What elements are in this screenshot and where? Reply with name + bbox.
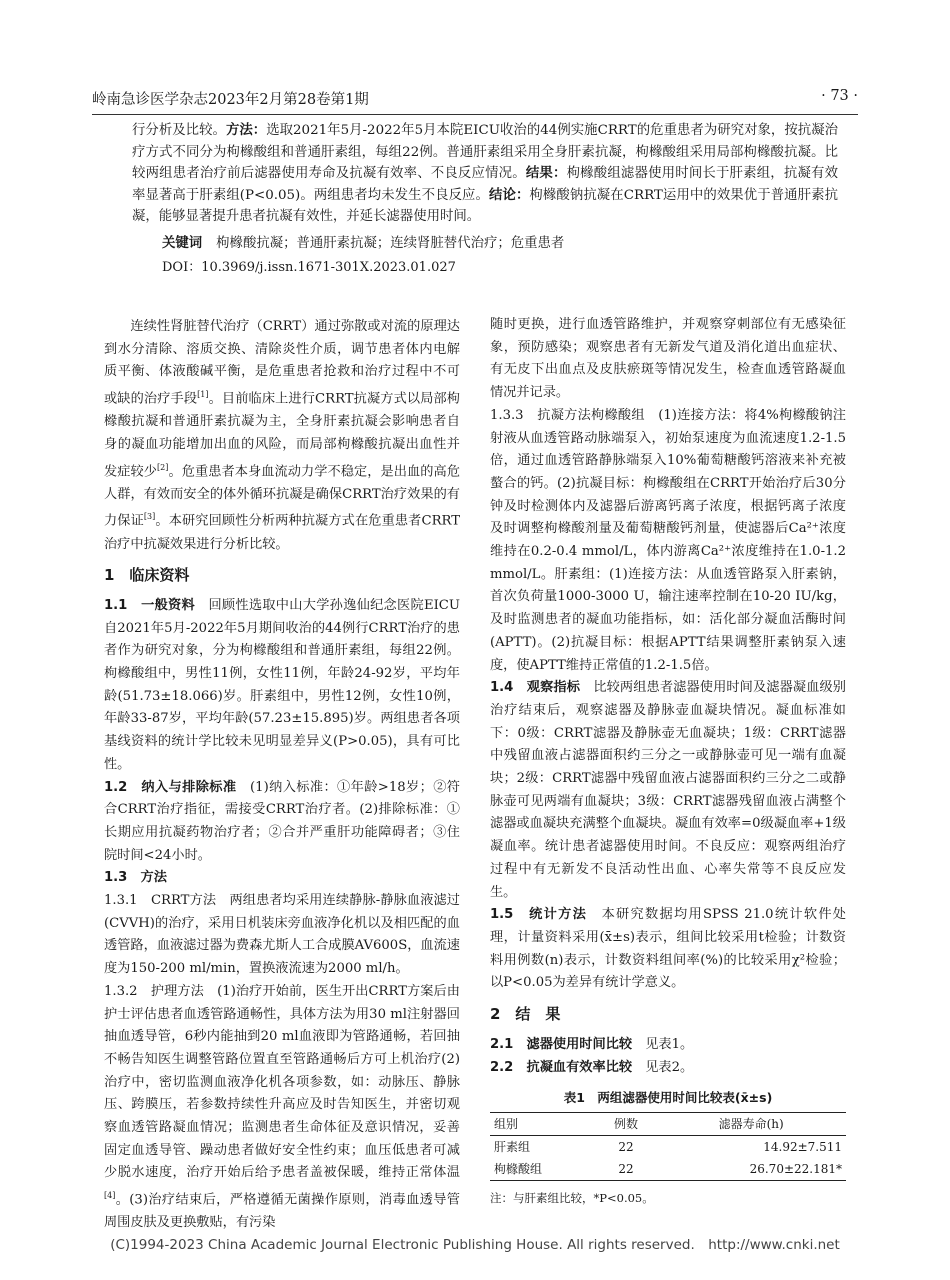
cell-count: 22 xyxy=(596,1158,656,1181)
section-1-1-label: 1.1 一般资料 xyxy=(104,597,195,613)
section-1-2-text: (1)纳入标准：①年龄>18岁；②符合CRRT治疗指征，需接受CRRT治疗者。(2)排除标准：①长期应用抗凝药物治疗者；②合并严重肝功能障碍者；③住院时间<24小时。 xyxy=(104,779,460,863)
col-header-count: 例数 xyxy=(596,1112,656,1135)
section-2-1 xyxy=(490,1034,846,1057)
intro-text-4: 。本研究回顾性分析两种抗凝方式在危重患者CRRT治疗中抗凝效果进行分析比较。 xyxy=(104,513,461,552)
journal-title: 岭南急诊医学杂志2023年2月第28卷第1期 xyxy=(92,92,369,108)
section-2-1-text: 见表1。 xyxy=(632,1036,694,1052)
intro-text-3: 。危重患者本身血流动力学不稳定，是出血的高危人群，有效而安全的体外循环抗凝是确保CRRT治疗效果的有力保证 xyxy=(104,464,461,529)
section-1-2 xyxy=(104,777,460,868)
section-2-heading: 2 结 果 xyxy=(490,1005,561,1024)
cell-group: 肝素组 xyxy=(494,1139,531,1154)
ref-3: [3] xyxy=(143,512,156,522)
keywords-text: 枸橼酸抗凝；普通肝素抗凝；连续肾脏替代治疗；危重患者 xyxy=(216,236,565,251)
section-1-3-2 xyxy=(104,981,460,1235)
section-2-1-label: 2.1 滤器使用时间比较 xyxy=(490,1036,633,1052)
results-text: 枸橼酸组滤器使用时间长于肝素组，抗凝有效率显著高于肝素组(P<0.05)。两组患者均未发生不良反应。 xyxy=(132,166,839,203)
col-header-group: 组别 xyxy=(490,1112,596,1135)
section-1-5 xyxy=(490,904,846,995)
section-2-2-text: 见表2。 xyxy=(632,1059,694,1075)
conclusion-label: 结论： xyxy=(489,187,530,203)
cell-group: 枸橼酸组 xyxy=(490,1158,596,1181)
table-row xyxy=(490,1158,846,1181)
abstract xyxy=(132,120,838,228)
section-1-1 xyxy=(104,595,460,777)
section-1-2-label: 1.2 纳入与排除标准 xyxy=(104,779,237,795)
section-2-2-label: 2.2 抗凝血有效率比较 xyxy=(490,1059,633,1075)
table-row xyxy=(490,1135,846,1158)
section-1-1-text: 回顾性选取中山大学孙逸仙纪念医院EICU自2021年5月-2022年5月期间收治的44例行CRRT治疗的患者作为研究对象，分为枸橼酸组和普通肝素组，每组22例。枸橼酸组中，男性11例，女性11例，年龄24-92岁，平均年龄(51.73±18.066)岁。肝素组中，男性12例，女性10例，年龄33-87岁，平均年龄(57.23±15.895)岁。两组患者各项基线资料的统计学比较未见明显差异义(P>0.05)，具有可比性。 xyxy=(104,597,460,772)
ref-4: [4] xyxy=(104,1191,116,1201)
table-header-row xyxy=(490,1112,846,1135)
section-1-3-2-text: 1.3.2 护理方法 (1)治疗开始前，医生开出CRRT方案后由护士评估患者血透管路通畅性，具体方法为用30 ml注射器回抽血透导管，6秒内能抽到20 ml血液即为管路通畅，若回抽不畅告知医生调整管路位置直至管路通畅后方可上机治疗(2)治疗中，密切监测血液净化机各项参数，如：动脉压、静脉压、跨膜压，若参数持续性升高应及时告知医生，并密切观察血透管路凝血情况；监测患者生命体征及意识情况，妥善固定血透导管、躁动患者做好安全性约束；血压低患者可减少脱水速度，治疗开始后给予患者盖被保暖，维持正常体温 xyxy=(104,983,460,1181)
section-1-4 xyxy=(490,677,846,904)
intro-text: 连续性肾脏替代治疗（CRRT）通过弥散或对流的原理达到水分清除、溶质交换、清除炎性介质，调节患者体内电解质平衡、体液酸碱平衡，是危重患者抢救和治疗过程中不可或缺的治疗手段 xyxy=(104,319,460,407)
cell-lifespan: 26.70±22.181* xyxy=(656,1158,846,1181)
ref-2: [2] xyxy=(157,462,169,472)
section-1-3-label: 1.3 方法 xyxy=(104,870,167,886)
ref-1: [1] xyxy=(197,390,209,400)
section-2-2 xyxy=(490,1057,846,1080)
section-1-3-3: 1.3.3 抗凝方法枸橼酸组 (1)连接方法：将4%枸橼酸钠注射液从血透管路动脉端泵入，初始泵速度为血流速度1.2-1.5倍，通过血透管路静脉端泵入10%葡萄糖酸钙溶液来补充被螯合的钙。(2)抗凝目标：枸橼酸组在CRRT开始治疗后30分钟及时检测体内及滤器后游离钙离子浓度，根据钙离子浓度及时调整枸橼酸剂量及葡萄糖酸钙剂量，使滤器后Ca²⁺浓度维持在0.2-0.4 mmol/L，体内游离Ca²⁺浓度维持在1.0-1.2 mmol/L。肝素组：(1)连接方法：从血透管路泵入肝素钠，首次负荷量1000-3000 U，输注速率控制在10-20 IU/kg，及时监测患者的凝血功能指标，如：活化部分凝血活酶时间(APTT)。(2)抗凝目标：根据APTT结果调整肝素钠泵入速度，使APTT维持正常值的1.2-1.5倍。 xyxy=(490,407,846,673)
col-header-lifespan: 滤器寿命(h) xyxy=(656,1112,846,1135)
section-1-heading: 1 临床资料 xyxy=(104,566,190,585)
running-header xyxy=(92,88,858,114)
section-1-4-label: 1.4 观察指标 xyxy=(490,680,581,696)
table-1 xyxy=(490,1112,846,1181)
methods-label: 方法： xyxy=(225,123,267,138)
methods-text: 选取2021年5月-2022年5月本院EICU收治的44例实施CRRT的危重患者为研究对象，按抗凝治疗方式不同分为枸橼酸组和普通肝素组，每组22例。普通肝素组采用全身肝素抗凝，枸橼酸组采用局部枸橼酸抗凝。比较两组患者治疗前后滤器使用寿命及抗凝有效率、不良反应情况。 xyxy=(132,123,838,182)
doi: DOI：10.3969/j.issn.1671-301X.2023.01.027 xyxy=(162,260,456,275)
section-1-5-label: 1.5 统计方法 xyxy=(490,907,588,923)
table-1-note: 注：与肝素组比较，*P<0.05。 xyxy=(490,1190,654,1205)
section-1-3-2-text-b: 。(3)治疗结束后，严格遵循无菌操作原则，消毒血透导管周围皮肤及更换敷贴，有污染 xyxy=(104,1192,460,1231)
intro-text-2: 。目前临床上进行CRRT抗凝方式以局部枸橼酸抗凝和普通肝素抗凝为主，全身肝素抗凝会影响患者自身的凝血功能增加出血的风险，而局部枸橼酸抗凝出血性并发症较少 xyxy=(104,391,460,479)
cell-lifespan: 14.92±7.511 xyxy=(763,1139,842,1154)
cell-count: 22 xyxy=(618,1139,634,1154)
nursing-continued: 随时更换，进行血透管路维护，并观察穿刺部位有无感染征象，预防感染；观察患者有无新发气道及消化道出血症状、有无皮下出血点及皮肤瘀斑等情况发生，检查血透管路凝血情况并记录。 xyxy=(490,317,846,401)
abstract-part1: 行分析及比较。 xyxy=(132,123,226,138)
page-number: · 73 · xyxy=(821,88,858,104)
left-column xyxy=(104,316,460,1235)
header-rule xyxy=(92,114,858,115)
section-1-4-text: 比较两组患者滤器使用时间及滤器凝血级别治疗结束后，观察滤器及静脉壶血凝块情况。凝血标准如下：0级：CRRT滤器及静脉壶无血凝块；1级：CRRT滤器中残留血液占滤器面积约三分之一或静脉壶可见一端有血凝块；2级：CRRT滤器中残留血液占滤器面积约三分之二或静脉壶可见两端有血凝块；3级：CRRT滤器残留血液占满整个滤器或血凝块充满整个血凝块。凝血有效率=0级凝血率+1级凝血率。统计患者滤器使用时间。不良反应：观察两组治疗过程中有无新发不良活动性出血、心率失常等不良反应发生。 xyxy=(490,680,846,900)
section-1-5-text: 本研究数据均用SPSS 21.0统计软件处理，计量资料采用(x̄±s)表示，组间比较采用t检验；计数资料用例数(n)表示，计数资料组间率(%)的比较采用χ²检验；以P<0.05为差异有统计学意义。 xyxy=(490,907,846,991)
right-column xyxy=(490,314,846,1210)
intro-paragraph xyxy=(104,316,460,556)
section-1-3-1: 1.3.1 CRRT方法 两组患者均采用连续静脉-静脉血液滤过(CVVH)的治疗，采用日机装床旁血液净化机以及相匹配的血透管路，血液滤过器为费森尤斯人工合成膜AV600S，血流速度为150-200 ml/min，置换液流速为2000 ml/h。 xyxy=(104,893,460,977)
results-label: 结果： xyxy=(525,166,567,182)
table-1-caption: 表1 两组滤器使用时间比较表(x̄±s) xyxy=(563,1090,773,1106)
keywords-label: 关键词 xyxy=(162,236,203,251)
copyright-footer: (C)1994-2023 China Academic Journal Electronic Publishing House. All rights reserved. http://www.cnki.net xyxy=(110,1237,840,1253)
conclusion-text: 枸橼酸钠抗凝在CRRT运用中的效果优于普通肝素抗凝，能够显著提升患者抗凝有效性，并延长滤器使用时间。 xyxy=(132,187,838,225)
keywords xyxy=(162,232,564,251)
